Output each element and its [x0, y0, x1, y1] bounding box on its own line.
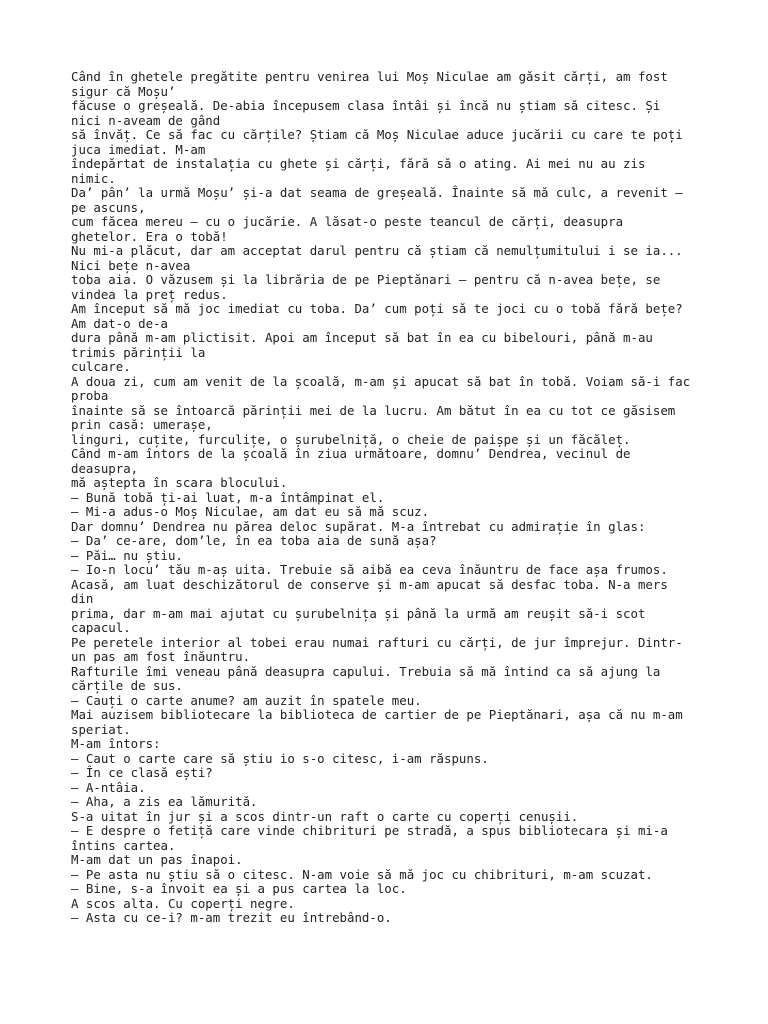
text-line: Pe peretele interior al tobei erau numai rafturi cu cărți, de jur împrejur. Dintr-: [71, 634, 683, 650]
document-page: [71, 70, 711, 926]
text-line: trimis părinții la: [71, 344, 206, 360]
text-line: nimic.: [71, 170, 116, 186]
text-line: Când în ghetele pregătite pentru venirea lui Moș Niculae am găsit cărți, am fost: [71, 69, 668, 84]
text-line: nici n-aveam de gând: [71, 112, 221, 128]
text-line: — Asta cu ce-i? m-am trezit eu întrebând-o.: [71, 910, 392, 925]
text-line: — Bună tobă ți-ai luat, m-a întâmpinat el.: [71, 489, 385, 505]
text-line: juca imediat. M-am: [71, 141, 206, 157]
text-line: prima, dar m-am mai ajutat cu șurubelnița și până la urmă am reușit să-i scot: [71, 605, 646, 621]
text-line: — Mi-a adus-o Moș Niculae, am dat eu să mă scuz.: [71, 504, 430, 519]
text-line: S-a uitat în jur și a scos dintr-un raft o carte cu coperți cenușii.: [71, 808, 579, 824]
text-line: deasupra,: [71, 460, 139, 476]
text-line: speriat.: [71, 721, 131, 737]
text-line: toba aia. O văzusem și la librăria de pe Pieptănari – pentru că n-avea bețe, se: [71, 272, 661, 287]
story-text: [71, 70, 711, 926]
text-line: — E despre o fetiță care vinde chibrituri pe stradă, a spus bibliotecara și mi-a: [71, 823, 668, 838]
text-line: — În ce clasă ești?: [71, 765, 213, 780]
text-line: proba: [71, 388, 109, 403]
text-line: Rafturile îmi veneau până deasupra capului. Trebuia să mă întind ca să ajung la: [71, 663, 661, 679]
text-line: — Cauți o carte anume? am auzit în spatele meu.: [71, 692, 422, 708]
text-line: culcare.: [71, 359, 131, 374]
text-line: Nici bețe n-avea: [71, 257, 191, 273]
text-line: Da’ pân’ la urmă Moșu’ și-a dat seama de greșeală. Înainte să mă culc, a revenit –: [71, 185, 683, 200]
text-line: linguri, cuțite, furculițe, o șurubelniță, o cheie de paișpe și un făcăleț.: [71, 431, 631, 447]
text-line: — Bine, s-a învoit ea și a pus cartea la loc.: [71, 881, 407, 896]
text-line: Nu mi-a plăcut, dar am acceptat darul pentru că știam că nemulțumitului i se ia...: [71, 243, 683, 258]
text-line: cărțile de sus.: [71, 678, 183, 693]
text-line: sigur că Moșu’: [71, 83, 176, 99]
text-line: — Caut o carte care să știu io s-o citesc, i-am răspuns.: [71, 750, 489, 766]
text-line: întins cartea.: [71, 837, 176, 853]
text-line: făcuse o greșeală. De-abia începusem clasa întâi și încă nu știam să citesc. Și: [71, 98, 661, 113]
text-line: un pas am fost înăuntru.: [71, 649, 251, 664]
text-line: — A-ntâia.: [71, 779, 146, 795]
text-line: Acasă, am luat deschizătorul de conserve și m-am apucat să desfac toba. N-a mers: [71, 576, 668, 592]
text-line: — Pe asta nu știu să o citesc. N-am voie să mă joc cu chibrituri, m-am scuzat.: [71, 866, 653, 882]
text-line: — Io-n locu’ tău m-aș uita. Trebuie să aibă ea ceva înăuntru de face așa frumos.: [71, 562, 668, 577]
text-line: — Păi… nu știu.: [71, 547, 183, 563]
text-line: vindea la preț redus.: [71, 286, 228, 302]
text-line: — Da’ ce-are, dom’le, în ea toba aia de sună așa?: [71, 533, 437, 548]
text-line: prin casă: umerașe,: [71, 417, 213, 432]
text-line: ghetelor. Era o tobă!: [71, 228, 228, 244]
text-line: din: [71, 591, 94, 606]
text-line: M-am dat un pas înapoi.: [71, 852, 243, 867]
text-line: Dar domnu’ Dendrea nu părea deloc supărat. M-a întrebat cu admirație în glas:: [71, 518, 646, 534]
text-line: M-am întors:: [71, 736, 161, 751]
text-line: — Aha, a zis ea lămurită.: [71, 794, 258, 809]
text-line: A doua zi, cum am venit de la școală, m-am și apucat să bat în tobă. Voiam să-i fac: [71, 373, 691, 389]
text-line: capacul.: [71, 620, 131, 635]
text-line: îndepărtat de instalația cu ghete și cărți, fără să o ating. Ai mei nu au zis: [71, 156, 646, 171]
text-line: cum făcea mereu – cu o jucărie. A lăsat-o peste teancul de cărți, deasupra: [71, 214, 624, 229]
text-line: Mai auzisem bibliotecare la biblioteca de cartier de pe Pieptănari, așa că nu m-am: [71, 707, 683, 722]
text-line: Am început să mă joc imediat cu toba. Da’ cum poți să te joci cu o tobă fără bețe?: [71, 301, 683, 316]
text-line: să învăț. Ce să fac cu cărțile? Știam că Moș Niculae aduce jucării cu care te poți: [71, 127, 683, 142]
text-line: Am dat-o de-a: [71, 315, 168, 331]
text-line: înainte să se întoarcă părinții mei de la lucru. Am bătut în ea cu tot ce găsisem: [71, 402, 676, 418]
text-line: dura până m-am plictisit. Apoi am început să bat în ea cu bibelouri, până m-au: [71, 330, 653, 345]
text-line: pe ascuns,: [71, 199, 146, 215]
text-line: Când m-am întors de la școală în ziua următoare, domnu’ Dendrea, vecinul de: [71, 446, 631, 461]
text-line: A scos alta. Cu coperți negre.: [71, 895, 295, 911]
text-line: mă aștepta în scara blocului.: [71, 475, 288, 490]
